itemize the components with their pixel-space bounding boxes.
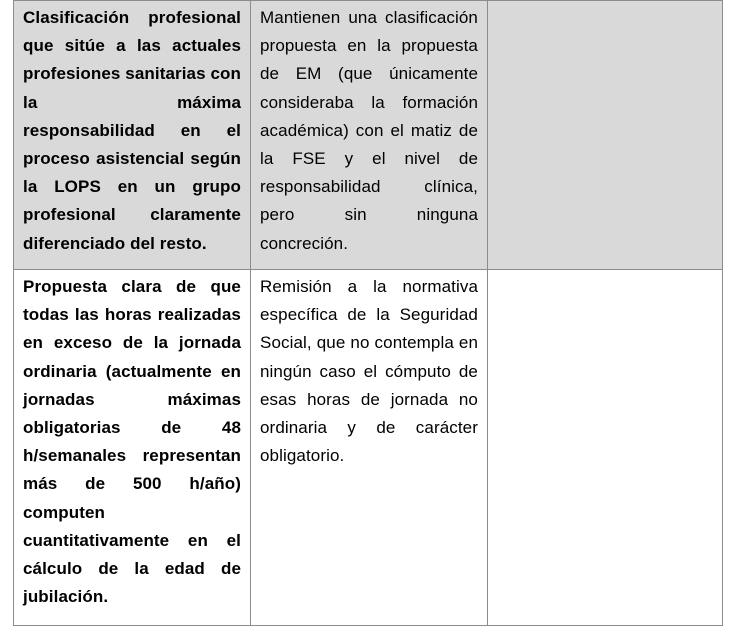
table-row xyxy=(14,1,723,270)
table-cell-empty xyxy=(488,270,723,626)
response-text: Mantienen una clasificación propuesta en la propuesta de EM (que únicamente consideraba la formación académica) con el matiz de la FSE y el nivel de responsabilidad clínica, pero sin ninguna concreción. xyxy=(260,8,478,253)
comparison-table xyxy=(13,0,723,626)
table-row xyxy=(14,270,723,626)
proposal-text: Clasificación profesional que sitúe a las actuales profesiones sanitarias con la máxima responsabilidad en el proceso asistencial según la LOPS en un grupo profesional claramente diferenciado del resto. xyxy=(23,8,242,253)
table-cell-proposal xyxy=(14,1,251,270)
table-cell-response xyxy=(251,1,488,270)
table-cell-empty xyxy=(488,1,723,270)
table-cell-proposal xyxy=(14,270,251,626)
response-text: Remisión a la normativa específica de la Seguridad Social, que no contempla en ningún caso el cómputo de esas horas de jornada no ordinaria y de carácter obligatorio. xyxy=(260,277,478,466)
table-cell-response xyxy=(251,270,488,626)
proposal-text: Propuesta clara de que todas las horas realizadas en exceso de la jornada ordinaria (actualmente en jornadas máximas obligatorias de 48 h/semanales representan más de 500 h/año) computen cuantitativamente en el cálculo de la edad de jubilación. xyxy=(23,277,241,607)
